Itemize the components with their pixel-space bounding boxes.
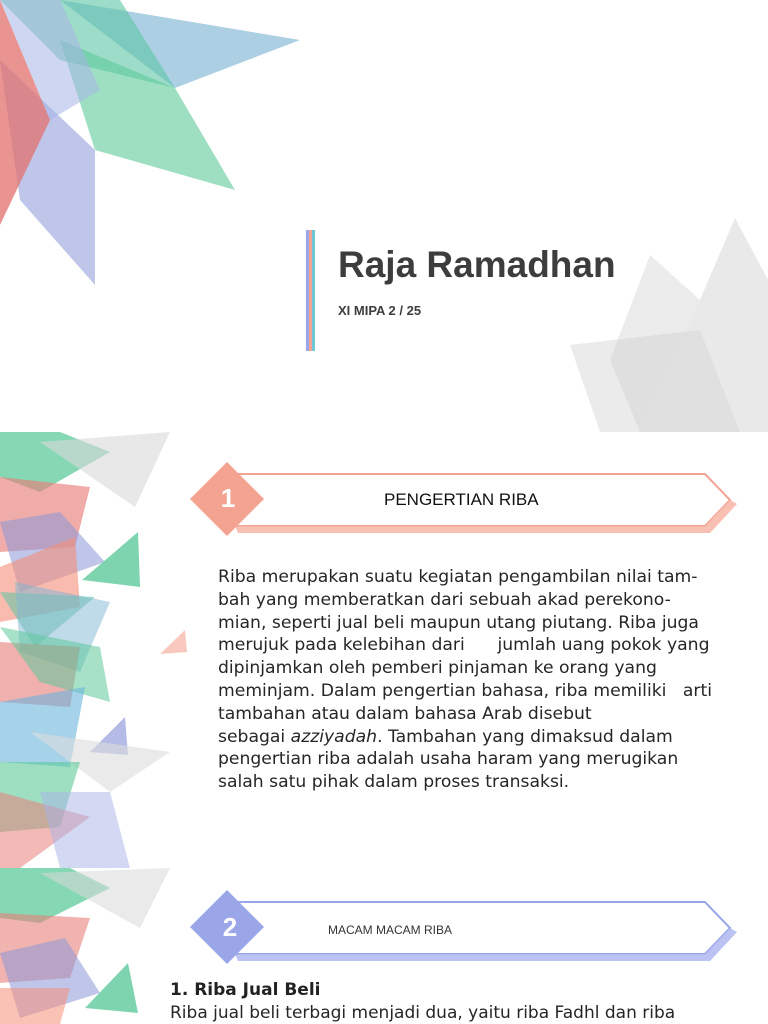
title-slide [0,0,768,432]
paragraph-line: bah yang memberatkan dari sebuah akad perekono- [218,589,671,610]
paragraph-line: salah satu pihak dalam proses transaksi. [218,772,570,793]
paragraph-line: meminjam. Dalam pengertian bahasa, riba memiliki arti [218,680,712,701]
definition-slide [0,432,768,868]
paragraph-text: sebagai [218,726,291,747]
paragraph-line: Riba merupakan suatu kegiatan pengambilan nilai tam- [218,567,698,587]
presentation-title: Raja Ramadhan [338,244,616,285]
paragraph-text: . Tambahan yang dimaksud dalam [377,726,673,747]
subsection-heading: 1. Riba Jual Beli [170,980,321,1000]
geometric-decoration-bottom-right [0,0,768,432]
types-slide [0,868,768,1024]
section-banner-2 [190,890,742,966]
paragraph-line: tambahan atau dalam bahasa Arab disebut [218,703,592,724]
section-title: PENGERTIAN RIBA [384,490,539,509]
paragraph-line: merujuk pada kelebihan dari jumlah uang pokok yang [218,635,710,656]
section-number: 1 [220,483,236,513]
paragraph-line [218,726,738,749]
definition-paragraph [218,566,738,794]
paragraph-line: pengertian riba adalah usaha haram yang merugikan [218,749,679,770]
presentation-subtitle: XI MIPA 2 / 25 [338,303,422,318]
paragraph-line: dipinjamkan oleh pemberi pinjaman ke orang yang [218,658,657,679]
section-title: MACAM MACAM RIBA [328,923,453,937]
paragraph-line: mian, seperti jual beli maupun utang piutang. Riba juga [218,612,699,633]
subsection-text: Riba jual beli terbagi menjadi dua, yaitu riba Fadhl dan riba [170,1003,676,1023]
title-accent-bar [306,230,318,351]
arabic-term: azziyadah [290,726,378,747]
section-number: 2 [222,912,238,942]
